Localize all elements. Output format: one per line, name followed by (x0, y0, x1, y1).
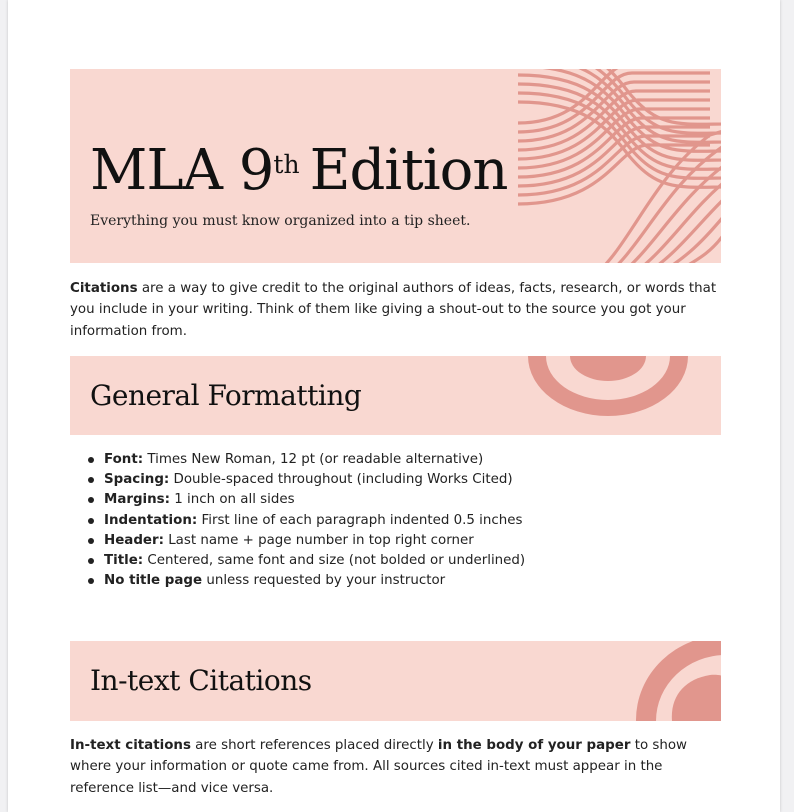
title-superscript: th (273, 150, 300, 179)
title-banner (70, 69, 721, 263)
document-page (8, 0, 780, 812)
bullet-icon (88, 497, 94, 503)
list-item: Font: Times New Roman, 12 pt (or readable alternative) (70, 450, 710, 470)
list-item: Indentation: First line of each paragraph indented 0.5 inches (70, 511, 710, 531)
in-text-citations-banner (70, 641, 721, 721)
bullet-icon (88, 477, 94, 483)
general-formatting-heading: General Formatting (90, 379, 362, 412)
list-item: Header: Last name + page number in top right corner (70, 531, 710, 551)
bullet-icon (88, 518, 94, 524)
list-item: No title page unless requested by your instructor (70, 571, 710, 591)
in-text-citations-heading: In-text Citations (90, 664, 312, 697)
scrollbar[interactable] (788, 0, 794, 812)
bullet-icon (88, 457, 94, 463)
bullet-icon (88, 538, 94, 544)
intro-paragraph: Citations are a way to give credit to the original authors of ideas, facts, research, or words that you include in your writing. Think of them like giving a shout-out to the source you got your information from. (70, 281, 717, 339)
list-item: Spacing: Double-spaced throughout (including Works Cited) (70, 470, 710, 490)
list-item: Title: Centered, same font and size (not bolded or underlined) (70, 551, 710, 571)
list-item: Margins: 1 inch on all sides (70, 490, 710, 510)
bullet-icon (88, 578, 94, 584)
bullet-icon (88, 558, 94, 564)
intro-term: Citations (70, 281, 138, 296)
document-subtitle: Everything you must know organized into a tip sheet. (90, 213, 471, 229)
formatting-list (70, 450, 710, 591)
document-title: MLA 9th Edition (90, 138, 508, 203)
general-formatting-banner (70, 356, 721, 435)
in-text-paragraph: In-text citations are short references placed directly in the body of your paper to show where your information or quote came from. All sources cited in-text must appear in the reference list—and vice versa. (70, 738, 688, 796)
